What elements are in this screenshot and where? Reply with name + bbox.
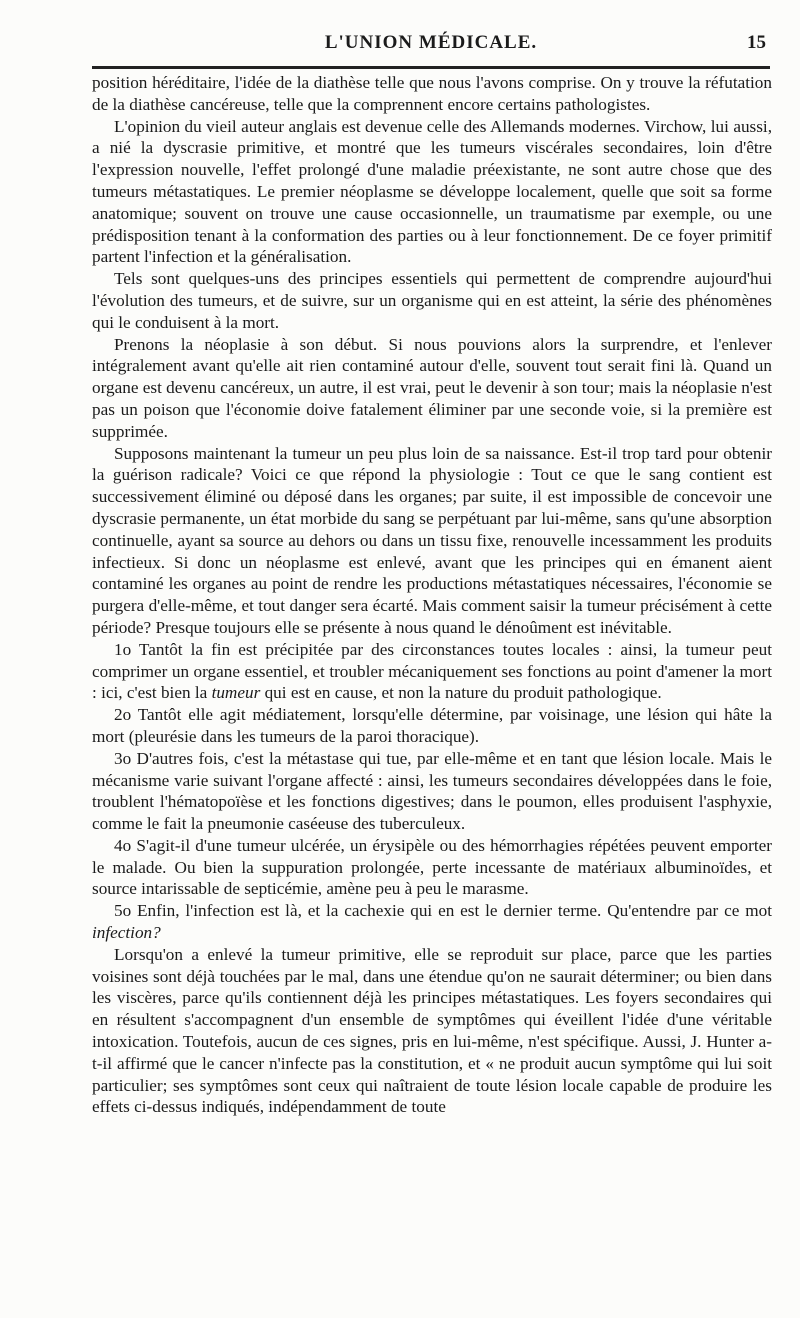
paragraph-text: 5o Enfin, l'infection est là, et la cachexie qui en est le dernier terme. Qu'entendre par ce mot (114, 901, 772, 921)
paragraph-text: qui est en cause, et non la nature du produit pathologique. (260, 683, 662, 703)
paragraph: 2o Tantôt elle agit médiatement, lorsqu'elle détermine, par voisinage, une lésion qui hâte la mort (pleurésie dans les tumeurs de la paroi thoracique). (92, 705, 772, 746)
running-header (92, 32, 770, 66)
paragraph (92, 639, 772, 704)
emphasized-word: infection? (92, 923, 161, 943)
paragraph: 4o S'agit-il d'une tumeur ulcérée, un érysipèle ou des hémorrhagies répétées peuvent emporter le malade. Ou bien la suppuration prolongée, perte incessante de matériaux albuminoïdes, et source intarissable de septicémie, amène peu à peu le marasme. (92, 835, 772, 899)
paragraph: Prenons la néoplasie à son début. Si nous pouvions alors la surprendre, et l'enlever intégralement avant qu'elle ait rien contaminé autour d'elle, souvent tout serait fini là. Quand un organe est devenu cancéreux, un autre, il est vrai, peut le devenir à son tour; mais la néoplasie n'est pas un poison que l'économie doive fatalement éliminer par une seconde voie, si la première est supprimée. (92, 334, 773, 441)
header-rule (92, 66, 770, 69)
paragraph: Supposons maintenant la tumeur un peu plus loin de sa naissance. Est-il trop tard pour obtenir la guérison radicale? Voici ce que répond la physiologie : Tout ce que le sang contient est successivement éliminé ou déposé dans les organes; par suite, il est impossible de concevoir une dyscrasie permanente, un état morbide du sang se perpétuant par lui-même, sans qu'une absorption continuelle, ayant sa source au dehors ou dans un tissu fixe, renouvelle incessamment les produits infectieux. Si donc un néoplasme est enlevé, avant que les principes qui en émanent aient contaminé les organes au point de rendre les productions métastatiques nécessaires, l'économie se purgera d'elle-même, et tout danger sera écarté. Mais comment saisir la tumeur précisément à cette période? Presque toujours elle se présente à nous quand le dénoûment est inévitable. (92, 443, 772, 637)
paragraph: position héréditaire, l'idée de la diathèse telle que nous l'avons comprise. On y trouve la réfutation de la diathèse cancéreuse, telle que la comprennent encore certains pathologistes. (92, 73, 772, 114)
journal-title: L'UNION MÉDICALE. (324, 32, 538, 53)
paragraph-text: 1o Tantôt la fin est précipitée par des circonstances toutes locales : ainsi, la tumeur peut comprimer un organe essentiel, et troubler mécaniquement ses fonctions au point d'amener la mort : ici, c'est bien la (92, 639, 772, 703)
paragraph: Tels sont quelques-uns des principes essentiels qui permettent de comprendre aujourd'hui l'évolution des tumeurs, et de suivre, sur un organisme qui en est atteint, la série des phénomènes qui le conduisent à la mort. (92, 269, 772, 332)
paragraph (92, 900, 772, 944)
emphasized-word: tumeur (211, 683, 261, 703)
paragraph: Lorsqu'on a enlevé la tumeur primitive, elle se reproduit sur place, parce que les parties voisines sont déjà touchées par le mal, dans une étendue qu'on ne saurait déterminer; ou bien dans les viscères, parce qu'ils contiennent déjà les principes métastatiques. Les foyers secondaires qui en résultent s'accompagnent d'un ensemble de symptômes qui éveillent l'idée d'une véritable intoxication. Toutefois, aucun de ces signes, pris en lui-même, n'est spécifique. Aussi, J. Hunter a-t-il affirmé que le cancer n'infecte pas la constitution, et « ne produit aucun symptôme qui lui soit particulier; ses symptômes sont ceux qui naîtraient de toute lésion locale capable de produire les effets ci-dessus indiqués, indépendamment de toute (92, 944, 772, 1117)
article-body (92, 72, 772, 1118)
paragraph: 3o D'autres fois, c'est la métastase qui tue, par elle-même et en tant que lésion locale. Mais le mécanisme varie suivant l'organe affecté : ainsi, les tumeurs secondaires développées dans le foie, troublent l'hématopoïèse et les fonctions digestives; dans le poumon, elles produisent l'asphyxie, comme le fait la pneumonie caséeuse des tuberculeux. (92, 748, 772, 834)
page-number: 15 (747, 32, 766, 53)
paragraph: L'opinion du vieil auteur anglais est devenue celle des Allemands modernes. Virchow, lui aussi, a nié la dyscrasie primitive, et montré que les tumeurs viscérales secondaires, loin d'être l'expression nouvelle, l'effet prolongé d'une maladie préexistante, ne sont autre chose que des tumeurs métastatiques. Le premier néoplasme se développe localement, quelle que soit sa forme anatomique; souvent on trouve une cause occasionnelle, un traumatisme par exemple, ou une prédisposition tenant à la conformation des parties ou à leur fonctionnement. De ce foyer primitif partent l'infection et la généralisation. (92, 116, 772, 267)
